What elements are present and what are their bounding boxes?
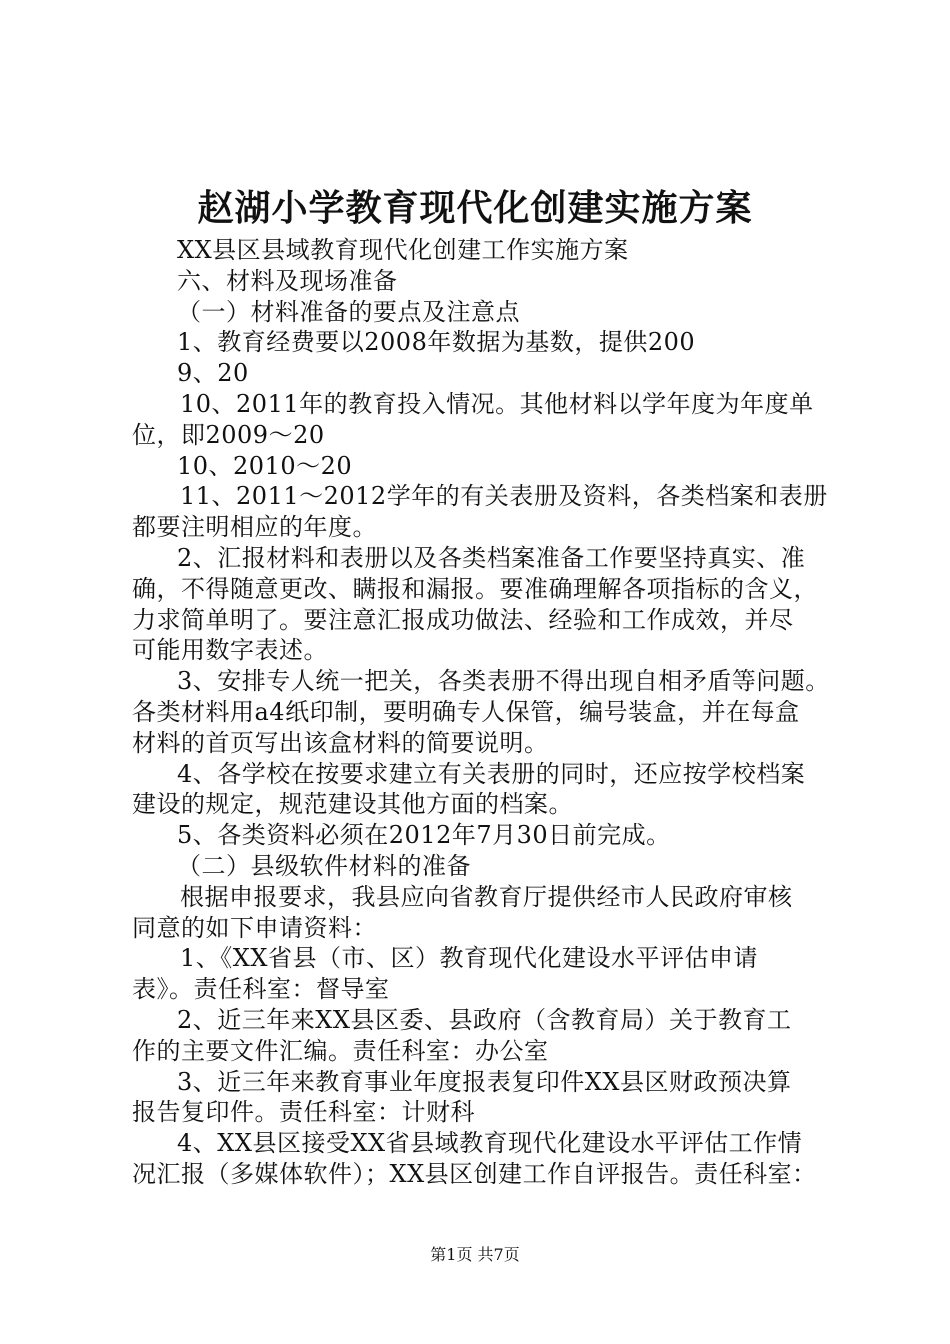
paragraph-line: 确，不得随意更改、瞒报和漏报。要准确理解各项指标的含义， <box>132 574 818 603</box>
page-number: 第1页 共7页 <box>430 1245 520 1264</box>
paragraph-line: （一）材料准备的要点及注意点 <box>177 297 520 326</box>
paragraph-line: 根据申报要求，我县应向省教育厅提供经市人民政府审核 <box>180 882 793 911</box>
paragraph-line: 表》。责任科室：督导室 <box>132 975 390 1004</box>
paragraph-line: 11、2011～2012学年的有关表册及资料，各类档案和表册 <box>180 482 828 511</box>
paragraph-line: 各类材料用a4纸印制，要明确专人保管，编号装盒，并在每盒 <box>132 697 800 726</box>
paragraph-line: 10、2011年的教育投入情况。其他材料以学年度为年度单 <box>180 389 814 418</box>
paragraph-line: 建设的规定，规范建设其他方面的档案。 <box>132 790 573 819</box>
paragraph-line: 报告复印件。责任科室：计财科 <box>132 1098 475 1127</box>
paragraph-line: 3、近三年来教育事业年度报表复印件XX县区财政预决算 <box>177 1067 792 1096</box>
paragraph-line: 2、汇报材料和表册以及各类档案准备工作要坚持真实、准 <box>177 543 806 572</box>
paragraph-line: （二）县级软件材料的准备 <box>177 851 471 880</box>
paragraph-line: 位，即2009～20 <box>132 420 325 449</box>
paragraph-line: XX县区县域教育现代化创建工作实施方案 <box>177 236 629 264</box>
paragraph-line: 都要注明相应的年度。 <box>132 513 377 542</box>
paragraph-line: 同意的如下申请资料： <box>132 913 377 942</box>
paragraph-line: 3、安排专人统一把关，各类表册不得出现自相矛盾等问题。 <box>177 667 830 696</box>
paragraph-line: 2、近三年来XX县区委、县政府（含教育局）关于教育工 <box>177 1005 792 1034</box>
paragraph-line: 1、教育经费要以2008年数据为基数，提供200 <box>177 328 696 357</box>
paragraph-line: 10、2010～20 <box>177 451 353 480</box>
paragraph-line: 材料的首页写出该盒材料的简要说明。 <box>132 728 549 757</box>
document-body <box>132 235 842 1190</box>
paragraph-line: 六、材料及现场准备 <box>177 266 398 295</box>
paragraph-line: 4、XX县区接受XX省县域教育现代化建设水平评估工作情 <box>177 1129 803 1158</box>
paragraph-line: 9、20 <box>177 359 249 388</box>
paragraph-line: 1、《XX省县（市、区）教育现代化建设水平评估申请 <box>180 944 758 973</box>
paragraph-line: 力求简单明了。要注意汇报成功做法、经验和工作成效，并尽 <box>132 605 794 634</box>
paragraph-line: 5、各类资料必须在2012年7月30日前完成。 <box>177 821 671 850</box>
paragraph-line: 况汇报（多媒体软件）；XX县区创建工作自评报告。责任科室： <box>132 1159 817 1188</box>
document-title: 赵湖小学教育现代化创建实施方案 <box>197 187 753 229</box>
paragraph-line: 可能用数字表述。 <box>132 636 328 665</box>
paragraph-line: 作的主要文件汇编。责任科室：办公室 <box>132 1036 549 1065</box>
paragraph-line: 4、各学校在按要求建立有关表册的同时，还应按学校档案 <box>177 759 806 788</box>
